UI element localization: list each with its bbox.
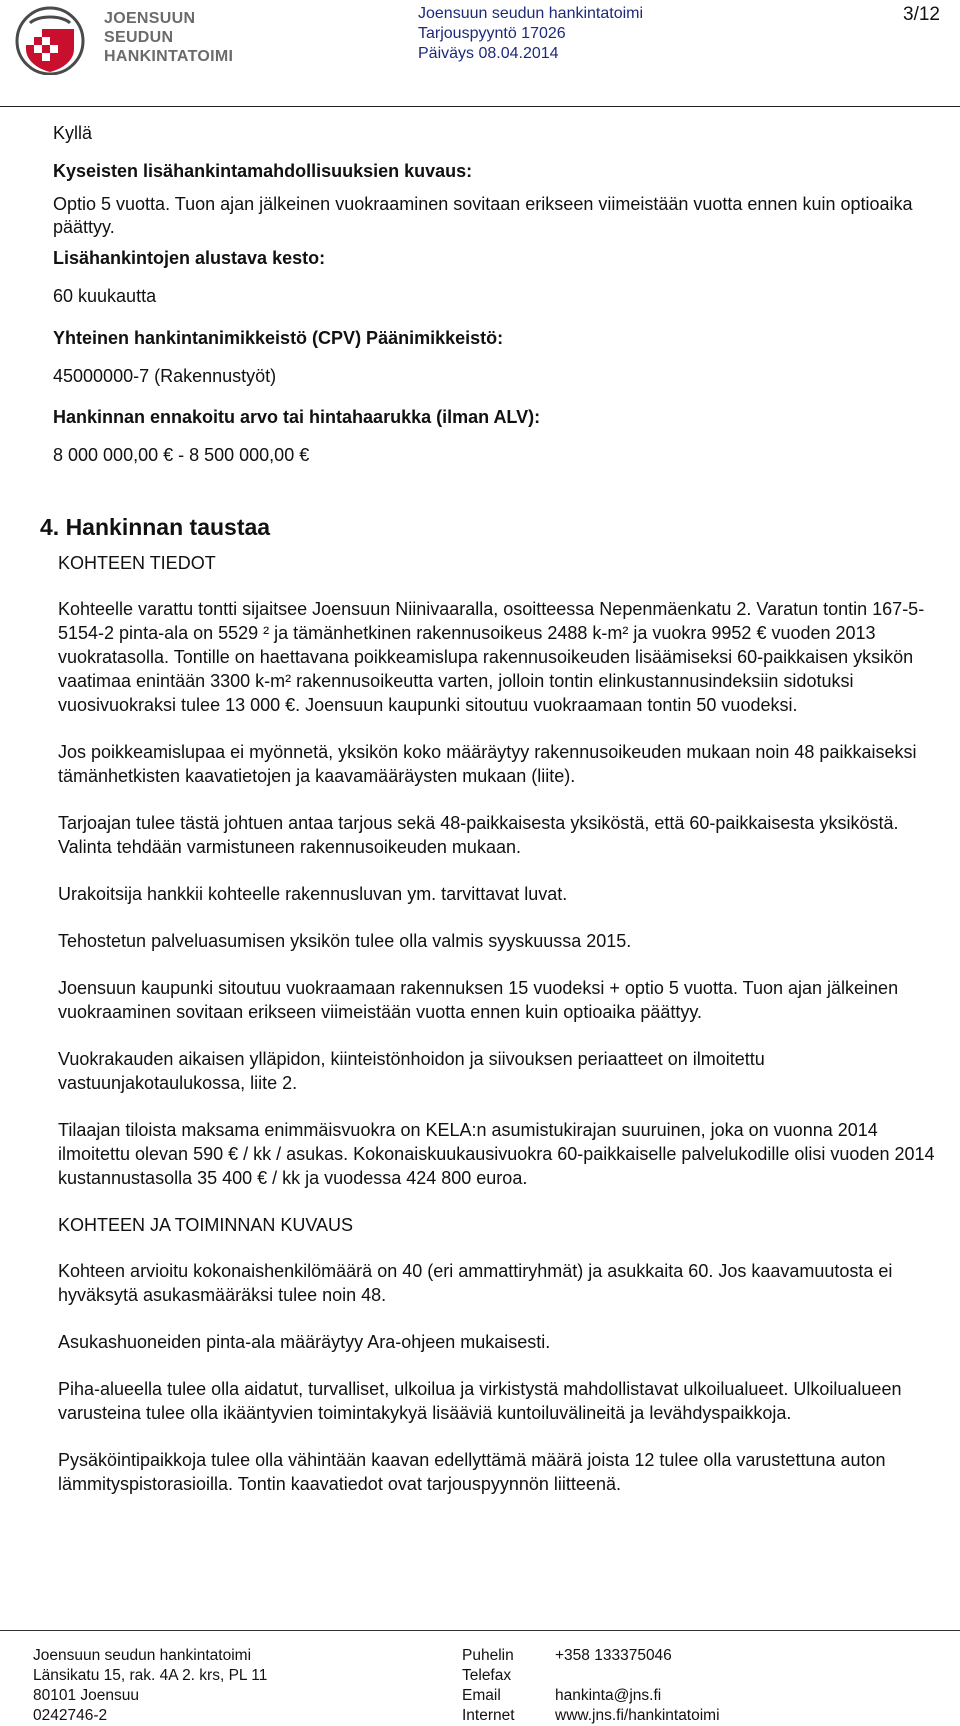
paragraph: Kohteen arvioitu kokonaishenkilömäärä on 40 (eri ammattiryhmät) ja asukkaita 60. Jos kaavamuutosta ei hyväksytä asukasmääräksi tulee noin 48. [58,1261,893,1305]
field-label: Hankinnan ennakoitu arvo tai hintahaarukka (ilman ALV): [53,407,541,427]
footer-contact-values [555,1646,720,1726]
paragraph: Tehostetun palveluasumisen yksikön tulee olla valmis syyskuussa 2015. [58,931,632,951]
header-request-number: Tarjouspyyntö 17026 [418,25,566,42]
field-value: 60 kuukautta [53,286,157,306]
header-date: Päiväys 08.04.2014 [418,45,559,62]
logo-line: JOENSUUN [104,10,196,27]
page-number: 3/12 [903,4,940,25]
footer-address-line: Länsikatu 15, rak. 4A 2. krs, PL 11 [33,1667,268,1684]
field-label: Yhteinen hankintanimikkeistö (CPV) Päänimikkeistö: [53,328,504,348]
footer-contact-label: Email [462,1687,501,1704]
header-divider [0,106,960,107]
paragraph: Joensuun kaupunki sitoutuu vuokraamaan rakennuksen 15 vuodeksi + optio 5 vuotta. Tuon ajan jälkeinen vuokraaminen sovitaan erikseen viimeistään vuotta ennen kuin optioaika päättyy. [58,978,899,1022]
paragraph: Tilaajan tiloista maksama enimmäisvuokra on KELA:n asumistukirajan suuruinen, joka on vuonna 2014 ilmoitettu olevan 590 € / kk / asukas. Kokonaiskuukausivuokra 60-paikkaiselle palvelukodille olisi vuoden 2014 kustannustasolla 35 400 € / kk ja vuodessa 424 800 euroa. [58,1120,935,1188]
subsection-heading: KOHTEEN JA TOIMINNAN KUVAUS [58,1215,354,1235]
field-value: Optio 5 vuotta. Tuon ajan jälkeinen vuokraaminen sovitaan erikseen viimeistään vuotta ennen kuin optioaika päättyy. [53,194,913,237]
paragraph: Jos poikkeamislupaa ei myönnetä, yksikön koko määräytyy rakennusoikeuden mukaan noin 48 paikkaiseksi tämänhetkisten kaavatietojen ja kaavamääräysten mukaan (liite). [58,742,917,786]
header-info [418,4,643,64]
footer-business-id: 0242746-2 [33,1707,108,1724]
field-value: 8 000 000,00 € - 8 500 000,00 € [53,445,310,465]
paragraph: Vuokrakauden aikaisen ylläpidon, kiinteistönhoidon ja siivouksen periaatteet on ilmoitettu vastuunjakotaulukossa, liite 2. [58,1049,765,1093]
paragraph: Asukashuoneiden pinta-ala määräytyy Ara-ohjeen mukaisesti. [58,1332,551,1352]
logo-line: HANKINTATOIMI [104,48,234,65]
footer-contact-label: Telefax [462,1667,512,1684]
field-label: Kyseisten lisähankintamahdollisuuksien kuvaus: [53,161,473,181]
footer-contact-label: Internet [462,1707,515,1724]
footer-contact-label: Puhelin [462,1647,514,1664]
header-organization: Joensuun seudun hankintatoimi [418,5,644,22]
footer-contact-labels [462,1646,515,1726]
footer-address-line: 80101 Joensuu [33,1687,140,1704]
logo-line: SEUDUN [104,29,174,46]
footer-address-line: Joensuun seudun hankintatoimi [33,1647,252,1664]
footer-email-link[interactable]: hankinta@jns.fi [555,1687,662,1704]
footer-phone: +358 133375046 [555,1647,672,1664]
section-body [58,551,936,1519]
paragraph: Tarjoajan tulee tästä johtuen antaa tarjous sekä 48-paikkaisesta yksiköstä, että 60-paikkaisesta yksiköstä. Valinta tehdään varmistuneen rakennusoikeuden mukaan. [58,813,899,857]
logo-emblem-icon [12,3,92,75]
subsection-heading: KOHTEEN TIEDOT [58,553,216,573]
paragraph: Urakoitsija hankkii kohteelle rakennusluvan ym. tarvittavat luvat. [58,884,568,904]
footer-divider [0,1630,960,1631]
footer-fax [555,1666,720,1686]
logo-wordmark [104,9,233,66]
footer-address [33,1646,267,1726]
section-title: 4. Hankinnan taustaa [40,514,271,540]
footer-website-link[interactable]: www.jns.fi/hankintatoimi [555,1707,720,1724]
organization-logo [12,3,234,75]
paragraph: Pysäköintipaikkoja tulee olla vähintään kaavan edellyttämä määrä joista 12 tulee olla varustettuna auton lämmityspistorasioilla. Tontin kaavatiedot ovat tarjouspyynnön liitteenä. [58,1450,886,1494]
option-answer: Kyllä [53,123,93,143]
field-value: 45000000-7 (Rakennustyöt) [53,366,277,386]
field-label: Lisähankintojen alustava kesto: [53,248,326,268]
paragraph: Piha-alueella tulee olla aidatut, turvalliset, ulkoilua ja virkistystä mahdollistavat ulkoilualueet. Ulkoilualueen varusteina tulee olla ikääntyvien toimintakykyä lisääviä kuntoiluvälineitä ja levähdyspaikkoja. [58,1379,902,1423]
paragraph: Kohteelle varattu tontti sijaitsee Joensuun Niinivaaralla, osoitteessa Nepenmäenkatu 2. Varatun tontin 167-5-5154-2 pinta-ala on 5529 ² ja tämänhetkinen rakennusoikeus 2488 k-m² ja vuokra 9952 € vuoden 2013 vuokratasolla. Tontille on haettavana poikkeamislupa rakennusoikeuden lisäämiseksi 60-paikkaisen yksikön vaatimaa enintään 3300 k-m² rakennusoikeutta varten, jolloin tontin elinkustannusindeksiin sidotuksi vuosivuokraksi tulee 13 000 €. Joensuun kaupunki sitoutuu vuokraamaan tontin 50 vuodeksi. [58,599,925,715]
procurement-details [53,122,933,467]
